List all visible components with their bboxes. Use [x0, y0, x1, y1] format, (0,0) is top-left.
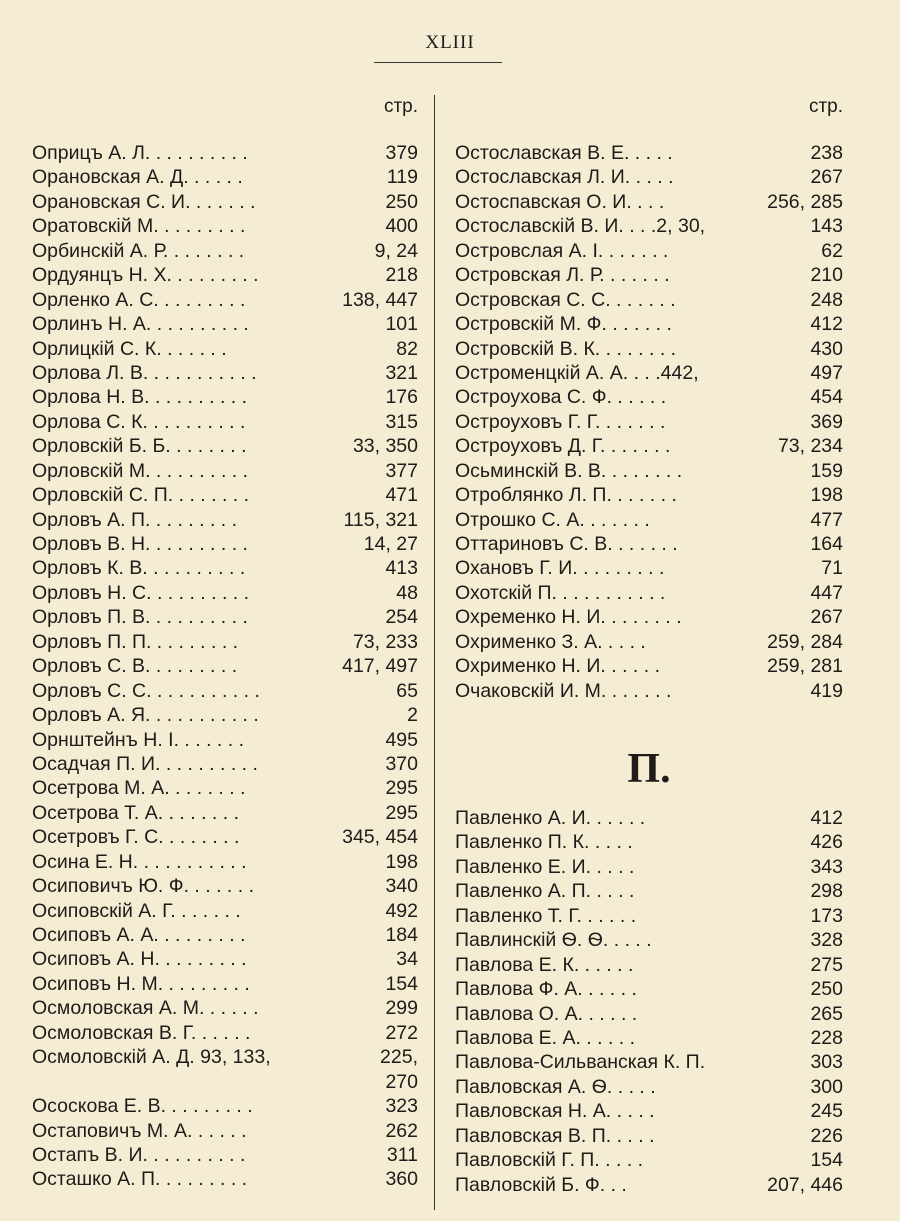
entry-pages: 250: [385, 190, 418, 213]
entry-pages: 245: [810, 1100, 843, 1123]
index-entry: [455, 928, 843, 952]
entry-name: Отрошко С. А. . . . . . .: [455, 508, 650, 531]
entry-name: Остославская В. Е. . . . .: [455, 142, 673, 164]
entry-name: Орловъ К. В. . . . . . . . . .: [32, 557, 246, 580]
entry-pages: 210: [810, 264, 843, 287]
entry-name: Осетрова Т. А. . . . . . . .: [32, 801, 239, 824]
index-entry: [32, 459, 418, 483]
entry-name: Островская Л. Р. . . . . . .: [455, 264, 670, 287]
entry-pages: 256, 285: [767, 190, 843, 213]
entry-name: Остроуховъ Д. Г. . . . . . .: [455, 435, 671, 458]
entry-pages: 430: [810, 337, 843, 360]
entry-pages: 154: [810, 1149, 843, 1172]
index-entry: [32, 752, 418, 776]
entry-pages: 14, 27: [363, 533, 418, 555]
entry-pages: 48: [396, 581, 418, 604]
entry-pages: 315: [385, 410, 418, 433]
index-entry: [32, 801, 418, 825]
entry-pages: 73, 233: [352, 630, 418, 653]
header-rule: [374, 62, 502, 63]
right-column-page-label: стр.: [808, 96, 843, 117]
index-entry: [455, 1099, 843, 1123]
index-entry: [455, 1075, 843, 1099]
entry-name: Оратовскій М. . . . . . . . .: [32, 215, 246, 238]
page-number: XLIII: [425, 32, 475, 53]
index-entry: [455, 556, 843, 580]
entry-name: Осиповъ Н. М. . . . . . . . .: [32, 972, 250, 995]
entry-pages: 345, 454: [342, 826, 418, 849]
entry-name: Охотскій П. . . . . . . . . . .: [455, 581, 666, 604]
entry-pages: 426: [810, 831, 843, 854]
index-entry: [32, 1070, 418, 1094]
entry-pages: 218: [385, 264, 418, 287]
index-entry: [32, 899, 418, 923]
entry-pages: 226: [810, 1124, 843, 1147]
index-entry: [455, 385, 843, 409]
entry-pages: 34: [396, 948, 418, 971]
index-entry: [455, 288, 843, 312]
entry-name: Орленко А. С. . . . . . . . .: [32, 288, 246, 311]
entry-name: Павленко Е. И. . . . .: [455, 855, 635, 878]
entry-pages: 454: [810, 386, 843, 409]
index-entry: [455, 361, 843, 385]
entry-pages: 311: [386, 1143, 418, 1166]
entry-pages: 198: [810, 484, 843, 507]
entry-name: Остоспавская О. И. . . .: [455, 190, 665, 213]
entry-pages: 497: [810, 361, 843, 384]
index-entry: [32, 239, 418, 263]
entry-pages: 412: [810, 313, 843, 336]
entry-name: Павловскій Г. П. . . . .: [455, 1149, 644, 1172]
index-entry: [32, 874, 418, 898]
entry-pages: 379: [385, 142, 418, 164]
entry-name: Остапъ В. И. . . . . . . . . .: [32, 1143, 246, 1166]
entry-pages: 176: [385, 386, 418, 409]
entry-name: Остославскій В. И. . . .2, 30,: [455, 215, 706, 238]
entry-name: Осиповъ А. Н. . . . . . . . .: [32, 948, 247, 971]
index-entry: [455, 654, 843, 678]
entry-pages: 417, 497: [342, 655, 418, 678]
index-entry: [455, 904, 843, 928]
index-entry: [32, 825, 418, 849]
index-entry: [455, 1002, 843, 1026]
entry-name: Орбинскій А. Р. . . . . . . .: [32, 239, 245, 262]
entry-pages: 62: [821, 239, 843, 262]
entry-pages: 412: [810, 807, 843, 829]
section-letter-p: П.: [627, 746, 671, 792]
entry-pages: 164: [810, 533, 843, 555]
entry-name: Осташко А. П. . . . . . . . .: [32, 1168, 248, 1191]
entry-name: Остроуховъ Г. Г. . . . . . .: [455, 410, 666, 433]
index-entry: [32, 165, 418, 189]
entry-name: Павлова Е. К. . . . . .: [455, 953, 634, 976]
entry-name: Павловская В. П. . . . .: [455, 1124, 655, 1147]
entry-pages: 73, 234: [777, 435, 843, 458]
entry-pages: 447: [810, 581, 843, 604]
entry-name: Осина Е. Н. . . . . . . . . . .: [32, 850, 247, 873]
entry-name: Орановская А. Д. . . . . .: [32, 166, 243, 189]
entry-name: Осмоловскій А. Д. 93, 133,: [32, 1046, 271, 1069]
index-entry: [32, 483, 418, 507]
entry-pages: 262: [385, 1119, 418, 1142]
entry-name: Оприцъ А. Л. . . . . . . . . .: [32, 142, 248, 164]
entry-pages: 265: [810, 1002, 843, 1025]
index-entry: [455, 483, 843, 507]
index-entry: [455, 434, 843, 458]
index-entry: [32, 214, 418, 238]
entry-name: Остославская Л. И. . . . .: [455, 166, 674, 189]
index-entry: [32, 385, 418, 409]
entry-pages: 254: [385, 606, 418, 629]
entry-name: Павлова Е. А. . . . . .: [455, 1026, 636, 1049]
entry-name: Осетрова М. А. . . . . . . .: [32, 777, 246, 800]
entry-pages: 298: [810, 880, 843, 903]
entry-name: Осьминскій В. В. . . . . . . .: [455, 459, 683, 482]
entry-name: Остроухова С. Ф. . . . . .: [455, 386, 667, 409]
entry-pages: 360: [385, 1168, 418, 1191]
entry-pages: 299: [385, 997, 418, 1020]
entry-pages: 272: [385, 1021, 418, 1044]
entry-name: Павлова О. А. . . . . .: [455, 1002, 638, 1025]
entry-name: Орловскій С. П. . . . . . . .: [32, 484, 250, 507]
index-entry: [32, 1143, 418, 1167]
index-entry: [32, 508, 418, 532]
entry-name: Павленко Т. Г. . . . . .: [455, 904, 637, 927]
entry-name: Орловскій М. . . . . . . . . .: [32, 459, 249, 482]
index-entry: [455, 141, 843, 165]
left-column-page-label: стр.: [383, 96, 418, 117]
index-entry: [455, 1124, 843, 1148]
entry-name: Оттариновъ С. В. . . . . . .: [455, 533, 678, 555]
entry-name: Отроблянко Л. П. . . . . . .: [455, 484, 677, 507]
entry-name: Островскій М. Ф. . . . . . .: [455, 313, 672, 336]
index-entry: [32, 532, 418, 556]
index-entry: [32, 972, 418, 996]
entry-name: Орловъ А. П. . . . . . . . .: [32, 508, 238, 531]
index-entry: [455, 165, 843, 189]
index-entry: [32, 190, 418, 214]
entry-pages: 154: [385, 972, 418, 995]
entry-pages: 492: [385, 899, 418, 922]
entry-name: Орнштейнъ Н. І. . . . . . .: [32, 728, 245, 751]
entry-name: Павленко А. И. . . . . .: [455, 807, 646, 829]
entry-pages: 495: [385, 728, 418, 751]
index-entry: [455, 953, 843, 977]
index-entry: [32, 679, 418, 703]
entry-name: Охременко Н. И. . . . . . . .: [455, 606, 682, 629]
entry-pages: 300: [810, 1075, 843, 1098]
index-entry: [455, 532, 843, 556]
index-entry: [455, 977, 843, 1001]
index-entry: [455, 679, 843, 703]
entry-name: Орлова С. К. . . . . . . . . .: [32, 410, 246, 433]
entry-name: Орлицкій С. К. . . . . . .: [32, 337, 227, 360]
entry-name: Островскій В. К. . . . . . . .: [455, 337, 677, 360]
entry-pages: 228: [810, 1026, 843, 1049]
index-entry: [32, 263, 418, 287]
entry-name: Охановъ Г. И. . . . . . . . .: [455, 557, 665, 580]
index-entry: [32, 923, 418, 947]
entry-pages: 259, 281: [767, 655, 843, 678]
index-entry: [32, 654, 418, 678]
entry-name: Осмоловская А. М. . . . . .: [32, 997, 259, 1020]
index-entry: [32, 1119, 418, 1143]
index-entry: [32, 947, 418, 971]
entry-pages: 143: [810, 215, 843, 238]
entry-pages: 173: [810, 904, 843, 927]
index-entry: [455, 312, 843, 336]
index-entry: [32, 337, 418, 361]
column-divider: [434, 95, 435, 1210]
index-entry: [32, 141, 418, 165]
index-entry: [455, 630, 843, 654]
index-entry: [32, 288, 418, 312]
entry-name: Ососкова Е. В. . . . . . . . .: [32, 1095, 253, 1118]
left-entries-list: [32, 141, 418, 1192]
entry-pages: 101: [385, 313, 418, 336]
entry-name: Охрименко З. А. . . . .: [455, 630, 646, 653]
right-entries-o-list: [455, 141, 843, 703]
index-entry: [32, 605, 418, 629]
entry-pages: 267: [810, 166, 843, 189]
index-entry: [455, 410, 843, 434]
entry-name: Островслая А. І. . . . . . .: [455, 239, 669, 262]
entry-pages: 115, 321: [343, 508, 418, 531]
entry-name: Охрименко Н. И. . . . . .: [455, 655, 660, 678]
index-entry: [455, 1050, 843, 1074]
entry-pages: 343: [810, 855, 843, 878]
index-entry: [32, 1094, 418, 1118]
entry-name: Орловъ А. Я. . . . . . . . . . .: [32, 704, 259, 727]
index-entry: [455, 1173, 843, 1197]
entry-pages: 370: [385, 752, 418, 775]
entry-name: Ордуянцъ Н. Х. . . . . . . . .: [32, 264, 259, 287]
entry-name: Остаповичъ М. А. . . . . .: [32, 1119, 247, 1142]
entry-pages: 82: [396, 337, 418, 360]
entry-name: Осетровъ Г. С. . . . . . . .: [32, 826, 240, 849]
entry-pages: 295: [385, 801, 418, 824]
entry-name: Орловъ Н. С. . . . . . . . . .: [32, 581, 250, 604]
entry-pages: 159: [810, 459, 843, 482]
index-entry: [32, 703, 418, 727]
index-entry: [32, 1045, 418, 1069]
entry-name: Островская С. С. . . . . . .: [455, 288, 676, 311]
index-entry: [455, 459, 843, 483]
entry-name: Павловская Н. А. . . . .: [455, 1100, 655, 1123]
entry-pages: 400: [385, 215, 418, 238]
index-entry: [455, 605, 843, 629]
entry-pages: 477: [810, 508, 843, 531]
entry-name: Орловъ П. В. . . . . . . . . .: [32, 606, 248, 629]
entry-pages: 225,: [380, 1046, 418, 1069]
index-entry: [32, 996, 418, 1020]
index-entry: [455, 508, 843, 532]
index-entry: [32, 728, 418, 752]
entry-pages: 71: [821, 557, 843, 580]
index-entry: [32, 556, 418, 580]
right-entries-p-list: [455, 806, 843, 1197]
entry-pages: 295: [385, 777, 418, 800]
entry-name: Осадчая П. И. . . . . . . . . .: [32, 752, 258, 775]
entry-pages: 321: [385, 361, 418, 384]
entry-name: Орлинъ Н. А. . . . . . . . . .: [32, 313, 249, 336]
index-entry: [455, 1026, 843, 1050]
entry-name: Орлова Н. В. . . . . . . . . .: [32, 386, 248, 409]
entry-pages: 33, 350: [352, 435, 418, 458]
entry-name: Орловскій Б. Б. . . . . . . .: [32, 435, 247, 458]
entry-pages: 250: [810, 978, 843, 1001]
index-entry: [455, 879, 843, 903]
index-entry: [32, 410, 418, 434]
entry-pages: 259, 284: [767, 630, 843, 653]
entry-pages: 184: [385, 924, 418, 946]
index-entry: [32, 850, 418, 874]
entry-name: Павленко П. К. . . . .: [455, 831, 633, 854]
index-entry: [455, 214, 843, 238]
entry-pages: 413: [385, 557, 418, 580]
entry-name: Орловъ С. В. . . . . . . . .: [32, 655, 238, 678]
index-entry: [32, 581, 418, 605]
entry-pages: 198: [385, 850, 418, 873]
entry-pages: 248: [810, 288, 843, 311]
index-entry: [455, 581, 843, 605]
entry-pages: 238: [810, 142, 843, 164]
index-entry: [32, 434, 418, 458]
index-entry: [455, 1148, 843, 1172]
entry-pages: 471: [385, 484, 418, 507]
entry-pages: 275: [810, 953, 843, 976]
entry-name: Орловъ П. П. . . . . . . . .: [32, 630, 239, 653]
entry-pages: 119: [386, 166, 418, 189]
entry-pages: 267: [810, 606, 843, 629]
index-entry: [32, 630, 418, 654]
entry-name: Павловская А. Ѳ. . . . .: [455, 1075, 656, 1098]
entry-name: Павлова Ф. А. . . . . .: [455, 978, 637, 1001]
entry-name: Осиповичъ Ю. Ф. . . . . . .: [32, 875, 255, 898]
entry-pages: 323: [385, 1095, 418, 1118]
entry-name: Орловъ В. Н. . . . . . . . . .: [32, 533, 248, 555]
index-entry: [32, 776, 418, 800]
entry-name: Осиповъ А. А. . . . . . . . .: [32, 924, 246, 946]
entry-pages: 328: [810, 929, 843, 952]
index-entry: [32, 1021, 418, 1045]
entry-name: Павловскій Б. Ф. . .: [455, 1173, 627, 1196]
entry-name: Остроменцкій А. А. . . .442,: [455, 361, 699, 384]
entry-pages: 65: [396, 679, 418, 702]
index-entry: [32, 1167, 418, 1191]
index-entry: [455, 239, 843, 263]
index-entry: [32, 361, 418, 385]
entry-pages: 270: [385, 1070, 418, 1093]
entry-name: Павленко А. П. . . . .: [455, 880, 635, 903]
entry-pages: 207, 446: [767, 1173, 843, 1196]
entry-name: Осмоловская В. Г. . . . . .: [32, 1021, 251, 1044]
entry-pages: 419: [810, 679, 843, 702]
entry-name: Павлова-Сильванская К. П.: [455, 1051, 706, 1074]
entry-pages: 369: [810, 410, 843, 433]
entry-name: Орановская С. И. . . . . . .: [32, 190, 256, 213]
index-entry: [455, 806, 843, 830]
entry-name: Осиповскій А. Г. . . . . . .: [32, 899, 241, 922]
index-entry: [32, 312, 418, 336]
index-entry: [455, 855, 843, 879]
index-entry: [455, 337, 843, 361]
entry-name: Орлова Л. В. . . . . . . . . . .: [32, 361, 257, 384]
entry-pages: 9, 24: [374, 239, 418, 262]
index-entry: [455, 263, 843, 287]
entry-pages: 138, 447: [342, 288, 418, 311]
entry-pages: 2: [407, 704, 418, 727]
entry-pages: 340: [385, 875, 418, 898]
entry-name: Орловъ С. С. . . . . . . . . . .: [32, 679, 260, 702]
entry-pages: 303: [810, 1051, 843, 1074]
entry-name: Очаковскій И. М. . . . . . .: [455, 679, 672, 702]
index-entry: [455, 830, 843, 854]
entry-pages: 377: [385, 459, 418, 482]
index-entry: [455, 190, 843, 214]
entry-name: Павлинскій Ѳ. Ѳ. . . . .: [455, 929, 652, 952]
